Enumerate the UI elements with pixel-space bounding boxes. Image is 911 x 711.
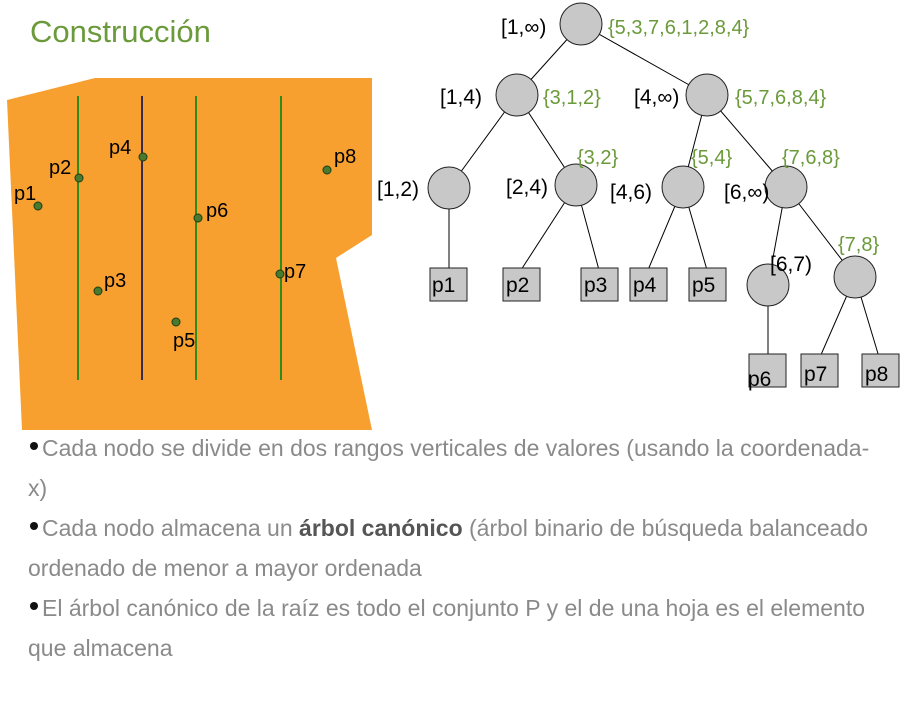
bullet-item [28,508,888,588]
tree-node [834,234,879,298]
leaf-label: p2 [506,274,530,297]
bullet-emphasis: árbol canónico [299,515,463,541]
point-label: p5 [173,330,196,352]
point-label: p4 [109,137,132,159]
tree-node [747,253,812,306]
bullet-text: Cada nodo almacena un [42,515,300,541]
bullet-icon [30,442,38,450]
node-range-label: [4,∞) [634,86,680,109]
tree-leaf-p8 [862,354,899,387]
tree-leaf-p4 [630,268,667,301]
point-label: p7 [284,261,307,283]
bullet-icon [30,522,38,530]
point-label: p3 [104,270,127,292]
slide-title: Construcción [30,14,211,49]
bullet-item [28,428,888,508]
tree-node [634,74,827,116]
node-range-label: [1,2) [377,178,420,201]
bullet-text: El árbol canónico de la raíz es todo el conjunto P y el de una hoja es el elemento que almacena [28,595,866,661]
node-range-label: [2,4) [506,176,549,199]
tree-leaf-p7 [801,354,838,387]
bullet-text: Cada nodo se divide en dos rangos verticales de valores (usando la coordenada-x) [28,435,870,501]
point-label: p8 [334,146,357,168]
point-label: p1 [14,183,37,205]
canonical-set-label: {3,2} [577,147,619,169]
tree-node [377,167,470,209]
tree-leaf-p3 [581,268,618,301]
leaf-label: p4 [633,274,657,297]
canonical-set-label: {7,6,8} [782,147,840,169]
tree-leaf-p1 [430,268,467,301]
bullet-icon [30,602,38,610]
node-range-label: [1,∞) [501,16,547,39]
point-label: p2 [49,157,72,179]
tree-node [440,74,601,116]
leaf-label: p1 [432,274,456,297]
point-region [7,78,372,430]
tree-leaf-p6 [748,354,786,391]
node-range-label: [6,7) [770,253,813,276]
tree-node-root [501,3,750,45]
tree-node [506,147,618,206]
tree-node [724,147,840,208]
canonical-set-label: {7,8} [838,234,880,256]
point-label: p6 [206,200,229,222]
leaf-label: p6 [748,368,772,391]
tree-leaf-p2 [503,268,540,301]
node-range-label: [4,6) [610,181,653,204]
canonical-set-label: {5,3,7,6,1,2,8,4} [608,17,750,39]
tree-leaf-p5 [689,268,726,301]
leaf-label: p7 [804,363,828,386]
canonical-set-label: {3,1,2} [543,87,601,109]
tree-node [610,147,732,208]
leaf-label: p3 [584,274,608,297]
bullet-list [28,428,888,668]
node-range-label: [6,∞) [724,181,770,204]
bullet-item [28,588,888,668]
canonical-set-label: {5,4} [691,147,733,169]
leaf-label: p5 [692,274,716,297]
leaf-label: p8 [865,363,889,386]
node-range-label: [1,4) [440,86,483,109]
canonical-set-label: {5,7,6,8,4} [735,87,827,109]
bullet-text: (árbol binario de búsqueda balanceado ordenado de menor a mayor ordenada [28,515,868,581]
